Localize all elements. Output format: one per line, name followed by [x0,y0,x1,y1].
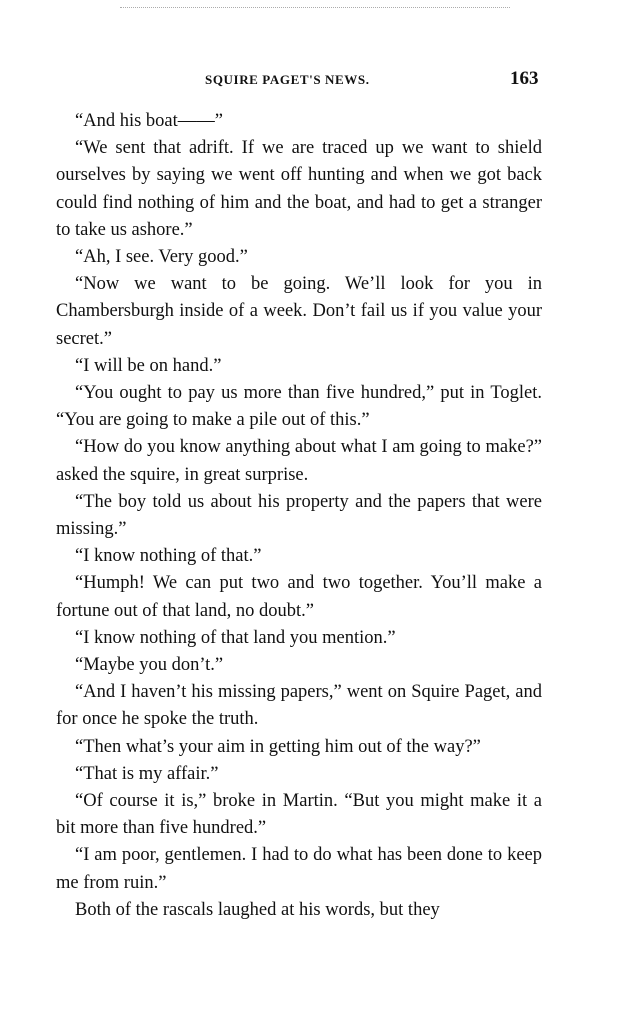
paragraph: “Humph! We can put two and two together. You’ll make a fortune out of that land, no doubt.” [56,573,542,621]
paragraph: “I know nothing of that.” [75,546,262,567]
paragraph: “I will be on hand.” [75,355,222,376]
page-number: 163 [510,68,539,89]
paragraph: “Then what’s your aim in getting him out of the way?” [75,736,481,757]
paragraph: “Maybe you don’t.” [75,655,224,676]
paragraph: “Of course it is,” broke in Martin. “But you might make it a bit more than five hundred.” [56,791,542,839]
paragraph: “We sent that adrift. If we are traced up we want to shield ourselves by saying we went off hunting and when we got back could find nothing of him and the boat, and had to get a stranger to take us ashore.” [56,138,542,240]
paragraph: “You ought to pay us more than five hundred,” put in Toglet. “You are going to make a pile out of this.” [56,383,542,431]
running-header [0,68,627,92]
running-title: SQUIRE PAGET'S NEWS. [205,72,370,87]
paragraph: “Now we want to be going. We’ll look for you in Chambersburgh inside of a week. Don’t fail us if you value your secret.” [56,274,542,349]
paragraph: “I am poor, gentlemen. I had to do what has been done to keep me from ruin.” [56,845,542,893]
body-text [56,108,542,924]
scan-artifact-line [120,7,510,11]
paragraph: Both of the rascals laughed at his words, but they [75,899,440,920]
paragraph: “How do you know anything about what I am going to make?” asked the squire, in great surprise. [56,437,542,485]
paragraph: “I know nothing of that land you mention.” [75,627,396,648]
paragraph: “Ah, I see. Very good.” [75,247,248,268]
paragraph: “That is my affair.” [75,763,219,784]
paragraph: “And his boat——” [75,111,223,131]
paragraph: “The boy told us about his property and the papers that were missing.” [56,491,542,540]
paragraph: “And I haven’t his missing papers,” went on Squire Paget, and for once he spoke the truth. [56,682,542,730]
